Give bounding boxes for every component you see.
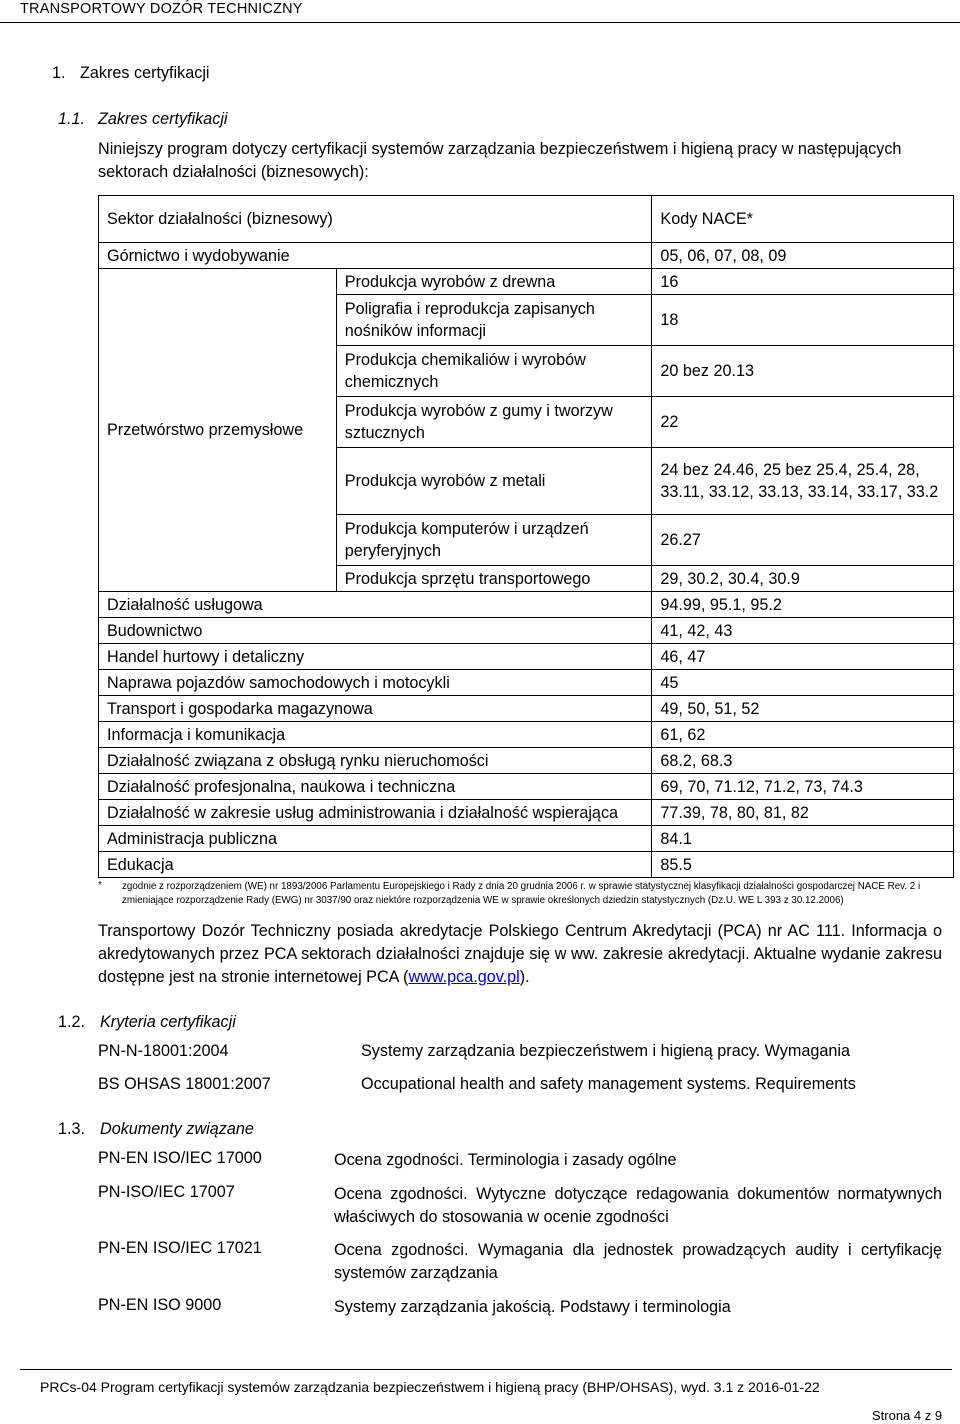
section-1-2-heading [58, 1013, 236, 1032]
related-doc-code: PN-EN ISO 9000 [98, 1296, 222, 1314]
document-footer: PRCs-04 Program certyfikacji systemów zarządzania bezpieczeństwem i higieną pracy (BHP/OHSAS), wyd. 3.1 z 2016-01-22 [40, 1379, 820, 1395]
sector-codes: 94.99, 95.1, 95.2 [652, 592, 954, 618]
subsector-name: Produkcja wyrobów z metali [336, 448, 652, 515]
sector-name: Działalność usługowa [99, 592, 652, 618]
sector-codes: 46, 47 [652, 644, 954, 670]
subsector-codes: 22 [652, 397, 954, 448]
table-row [99, 592, 954, 618]
table-header-row [99, 196, 954, 243]
related-doc-desc: Ocena zgodności. Wymagania dla jednostek prowadzących audity i certyfikację systemów zarządzania [334, 1241, 942, 1282]
subsector-codes: 24 bez 24.46, 25 bez 25.4, 25.4, 28, 33.11, 33.12, 33.13, 33.14, 33.17, 33.2 [652, 448, 954, 515]
subsector-name: Produkcja wyrobów z drewna [336, 269, 652, 295]
footnote-text: zgodnie z rozporządzeniem (WE) nr 1893/2006 Parlamentu Europejskiego i Rady z dnia 20 grudnia 2006 r. w sprawie statystycznej klasyfikacji działalności gospodarczej NACE Rev. 2 i zmieniające rozporządzenie Rady (EWG) nr 3037/90 oraz niektóre rozporządzenia WE w sprawie określonych dziedzin statystycznych (Dz.U. WE L 393 z 30.12.2006) [122, 881, 921, 906]
related-doc-desc: Ocena zgodności. Wytyczne dotyczące redagowania dokumentów normatywnych właściwych do stosowania w ocenie zgodności [334, 1185, 942, 1226]
sector-codes: 68.2, 68.3 [652, 748, 954, 774]
section-1-title: Zakres certyfikacji [80, 64, 210, 82]
sector-codes: 84.1 [652, 826, 954, 852]
subsector-name: Produkcja sprzętu transportowego [336, 566, 652, 592]
sector-codes: 69, 70, 71.12, 71.2, 73, 74.3 [652, 774, 954, 800]
related-doc-code: PN-ISO/IEC 17007 [98, 1183, 235, 1201]
header-nace-codes: Kody NACE* [652, 196, 954, 243]
table-row [99, 774, 954, 800]
accreditation-text: Transportowy Dozór Techniczny posiada akredytacje Polskiego Centrum Akredytacji (PCA) nr AC 111. Informacja o akredytowanych przez PCA sektorach działalności znajduje się w ww. zakresie akredytacji. Aktualne wydanie zakresu dostępne jest na stronie internetowej PCA ( [98, 922, 942, 986]
sector-name: Działalność związana z obsługą rynku nieruchomości [99, 748, 652, 774]
sector-mining: Górnictwo i wydobywanie [99, 243, 652, 269]
criteria-desc: Systemy zarządzania bezpieczeństwem i higieną pracy. Wymagania [361, 1042, 850, 1060]
sector-name: Działalność w zakresie usług administrowania i działalność wspierająca [99, 800, 652, 826]
section-1-1-intro: Niniejszy program dotyczy certyfikacji systemów zarządzania bezpieczeństwem i higieną pracy w następujących sektorach działalności (biznesowych): [98, 140, 902, 181]
related-doc-code: PN-EN ISO/IEC 17000 [98, 1149, 262, 1167]
subsector-name: Poligrafia i reprodukcja zapisanych nośników informacji [336, 295, 652, 346]
subsector-name: Produkcja komputerów i urządzeń peryferyjnych [336, 515, 652, 566]
section-1-3-heading [58, 1120, 254, 1139]
subsector-name: Produkcja wyrobów z gumy i tworzyw sztucznych [336, 397, 652, 448]
sector-codes: 45 [652, 670, 954, 696]
nace-codes-table [98, 195, 954, 878]
related-doc-desc: Systemy zarządzania jakością. Podstawy i terminologia [334, 1298, 731, 1316]
sector-industry: Przetwórstwo przemysłowe [99, 269, 337, 592]
table-row [99, 722, 954, 748]
sector-name: Działalność profesjonalna, naukowa i techniczna [99, 774, 652, 800]
header-sector: Sektor działalności (biznesowy) [99, 196, 652, 243]
sector-codes: 85.5 [652, 852, 954, 878]
accreditation-paragraph [98, 920, 942, 989]
section-1-3-title: Dokumenty związane [100, 1120, 254, 1138]
header-divider [0, 22, 960, 23]
document-header-title: TRANSPORTOWY DOZÓR TECHNICZNY [20, 1, 303, 17]
table-row [99, 852, 954, 878]
subsector-codes: 26.27 [652, 515, 954, 566]
footer-divider [20, 1369, 952, 1370]
sector-name: Transport i gospodarka magazynowa [99, 696, 652, 722]
criteria-code: BS OHSAS 18001:2007 [98, 1075, 271, 1093]
section-1-heading [52, 64, 210, 83]
table-row [99, 670, 954, 696]
sector-codes: 61, 62 [652, 722, 954, 748]
subsector-codes: 16 [652, 269, 954, 295]
criteria-desc: Occupational health and safety management systems. Requirements [361, 1075, 856, 1093]
criteria-code: PN-N-18001:2004 [98, 1042, 229, 1060]
section-1-number: 1. [52, 64, 66, 82]
sector-codes: 41, 42, 43 [652, 618, 954, 644]
related-doc-code: PN-EN ISO/IEC 17021 [98, 1239, 262, 1257]
section-1-1-title: Zakres certyfikacji [98, 110, 228, 128]
table-row [99, 618, 954, 644]
table-row [99, 269, 954, 295]
sector-name: Edukacja [99, 852, 652, 878]
page-number: Strona 4 z 9 [872, 1408, 943, 1423]
subsector-codes: 20 bez 20.13 [652, 346, 954, 397]
section-1-2-number: 1.2. [58, 1013, 86, 1031]
sector-name: Administracja publiczna [99, 826, 652, 852]
sector-codes: 77.39, 78, 80, 81, 82 [652, 800, 954, 826]
section-1-3-number: 1.3. [58, 1120, 86, 1138]
table-row [99, 243, 954, 269]
footnote-marker: * [98, 880, 102, 891]
pca-website-link[interactable]: www.pca.gov.pl [408, 968, 520, 986]
sector-name: Handel hurtowy i detaliczny [99, 644, 652, 670]
sector-name: Informacja i komunikacja [99, 722, 652, 748]
sector-name: Naprawa pojazdów samochodowych i motocykli [99, 670, 652, 696]
table-row [99, 800, 954, 826]
accreditation-suffix: ). [519, 968, 530, 986]
table-row [99, 644, 954, 670]
table-row [99, 696, 954, 722]
sector-name: Budownictwo [99, 618, 652, 644]
section-1-1-heading [58, 110, 228, 129]
related-doc-desc: Ocena zgodności. Terminologia i zasady ogólne [334, 1151, 677, 1169]
subsector-codes: 18 [652, 295, 954, 346]
subsector-name: Produkcja chemikaliów i wyrobów chemicznych [336, 346, 652, 397]
codes-mining: 05, 06, 07, 08, 09 [652, 243, 954, 269]
section-1-1-number: 1.1. [58, 110, 86, 128]
sector-codes: 49, 50, 51, 52 [652, 696, 954, 722]
section-1-2-title: Kryteria certyfikacji [100, 1013, 236, 1031]
table-row [99, 826, 954, 852]
subsector-codes: 29, 30.2, 30.4, 30.9 [652, 566, 954, 592]
table-row [99, 748, 954, 774]
